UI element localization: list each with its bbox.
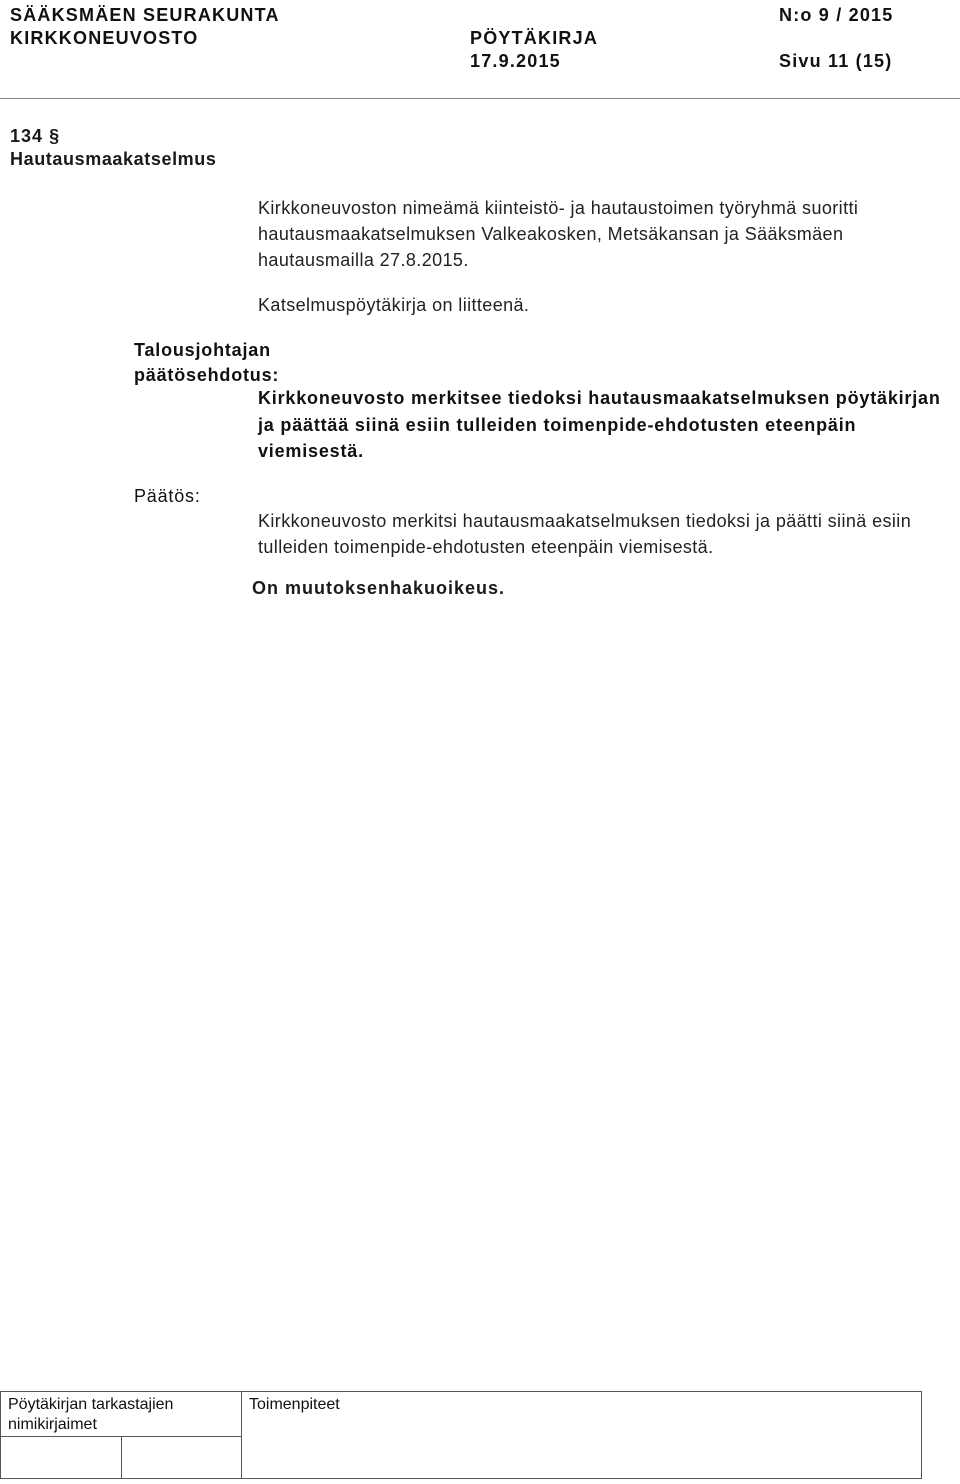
body-name: KIRKKONEUVOSTO	[10, 28, 199, 48]
attachment-note: Katselmuspöytäkirja on liitteenä.	[258, 295, 530, 315]
section-number-value: 134	[10, 126, 44, 146]
intro-paragraph: Kirkkoneuvoston nimeämä kiinteistö- ja hautaustoimen työryhmä suoritti hautausmaakatselmuksen Valkeakosken, Metsäkansan ja Sääksmäen hautausmailla 27.8.2015.	[258, 198, 859, 270]
section-number	[10, 126, 60, 147]
document-type: PÖYTÄKIRJA	[470, 28, 599, 48]
signature-footer	[0, 1391, 922, 1479]
footer-divider-main	[241, 1392, 242, 1478]
proposal-label-line1: Talousjohtajan	[134, 340, 271, 360]
decision-label: Päätös:	[134, 486, 201, 506]
meeting-date: 17.9.2015	[470, 51, 561, 71]
proposal-label-line2: päätösehdotus:	[134, 365, 280, 385]
proposal-label	[134, 338, 279, 388]
minutes-number: N:o 9 / 2015	[779, 5, 894, 25]
decision-text: Kirkkoneuvosto merkitsi hautausmaakatselmuksen tiedoksi ja päätti siinä esiin tulleiden toimenpide-ehdotusten eteenpäin viemisestä.	[258, 511, 912, 557]
proposal-text: Kirkkoneuvosto merkitsee tiedoksi hautausmaakatselmuksen pöytäkirjan ja päättää siinä esiin tulleiden toimenpide-ehdotusten eteenpäin viemisestä.	[258, 388, 941, 461]
header-divider	[0, 98, 960, 99]
appeal-notice: On muutoksenhakuoikeus.	[252, 578, 506, 598]
footer-divider-horizontal	[1, 1436, 241, 1437]
reviewers-label: Pöytäkirjan tarkastajien nimikirjaimet	[8, 1396, 174, 1433]
page-number: Sivu 11 (15)	[779, 51, 893, 71]
footer-divider-initials	[121, 1436, 122, 1478]
actions-label: Toimenpiteet	[249, 1396, 340, 1413]
section-title: Hautausmaakatselmus	[10, 149, 217, 169]
section-symbol: §	[49, 126, 61, 146]
organization-name: SÄÄKSMÄEN SEURAKUNTA	[10, 5, 280, 25]
